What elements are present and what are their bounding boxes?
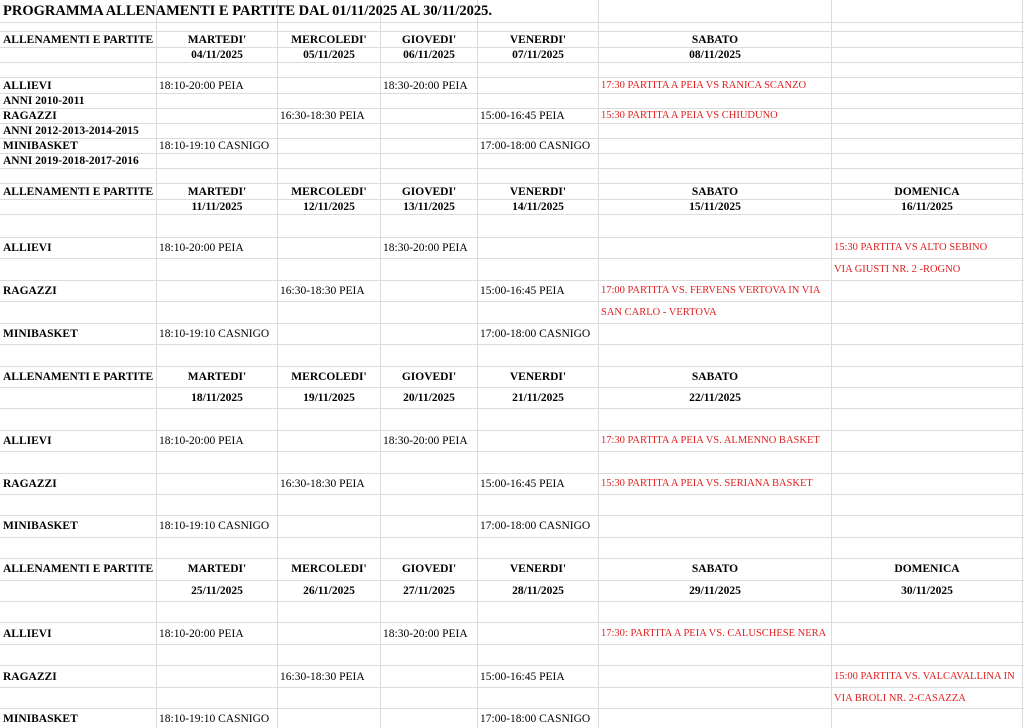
training-slot: 17:00-18:00 CASNIGO	[480, 520, 591, 532]
gridline	[831, 0, 832, 728]
day-name: DOMENICA	[894, 186, 960, 198]
gridline	[0, 301, 1024, 302]
gridline	[0, 123, 1024, 124]
section-header: ALLENAMENTI E PARTITE	[3, 34, 154, 46]
training-slot: 18:10-20:00 PEIA	[159, 80, 244, 92]
day-date: 04/11/2025	[191, 49, 243, 61]
gridline	[156, 0, 157, 728]
day-date: 27/11/2025	[403, 585, 455, 597]
training-slot: 18:30-20:00 PEIA	[383, 435, 468, 447]
day-date: 29/11/2025	[689, 585, 741, 597]
day-name: VENERDI'	[509, 563, 567, 575]
day-name: MARTEDI'	[187, 34, 247, 46]
day-name: VENERDI'	[509, 186, 567, 198]
gridline	[0, 31, 1024, 32]
training-slot: 16:30-18:30 PEIA	[280, 285, 365, 297]
day-date: 12/11/2025	[303, 201, 355, 213]
gridline	[0, 494, 1024, 495]
day-name: VENERDI'	[509, 371, 567, 383]
gridline	[0, 644, 1024, 645]
training-slot: 18:10-20:00 PEIA	[159, 435, 244, 447]
team-label: RAGAZZI	[3, 478, 57, 490]
day-name: GIOVEDI'	[401, 371, 457, 383]
day-date: 06/11/2025	[403, 49, 455, 61]
gridline	[0, 366, 1024, 367]
gridline	[0, 451, 1024, 452]
day-name: MERCOLEDI'	[291, 34, 367, 46]
day-name: GIOVEDI'	[401, 34, 457, 46]
day-name: SABATO	[691, 371, 739, 383]
gridline	[0, 430, 1024, 431]
gridline	[0, 473, 1024, 474]
training-slot: 18:30-20:00 PEIA	[383, 628, 468, 640]
gridline	[0, 601, 1024, 602]
day-date: 28/11/2025	[512, 585, 564, 597]
match-entry: 17:30 PARTITA A PEIA VS. ALMENNO BASKET	[601, 435, 820, 446]
gridline	[0, 387, 1024, 388]
day-date: 18/11/2025	[191, 392, 243, 404]
match-address: VIA GIUSTI NR. 2 -ROGNO	[834, 264, 961, 275]
day-name: MARTEDI'	[187, 371, 247, 383]
training-slot: 18:10-19:10 CASNIGO	[159, 140, 270, 152]
match-entry: 17:30 PARTITA A PEIA VS RANICA SCANZO	[601, 80, 807, 91]
team-years: ANNI 2019-2018-2017-2016	[3, 155, 139, 167]
training-slot: 18:10-20:00 PEIA	[159, 628, 244, 640]
day-name: MARTEDI'	[187, 563, 247, 575]
training-slot: 17:00-18:00 CASNIGO	[480, 140, 591, 152]
day-date: 16/11/2025	[901, 201, 953, 213]
day-name: GIOVEDI'	[401, 186, 457, 198]
day-date: 30/11/2025	[901, 585, 953, 597]
day-date: 26/11/2025	[303, 585, 355, 597]
gridline	[0, 214, 1024, 215]
day-name: SABATO	[691, 34, 739, 46]
training-slot: 16:30-18:30 PEIA	[280, 671, 365, 683]
gridline	[0, 558, 1024, 559]
team-label: RAGAZZI	[3, 110, 57, 122]
day-date: 21/11/2025	[512, 392, 564, 404]
day-name: MERCOLEDI'	[291, 371, 367, 383]
team-label: ALLIEVI	[3, 435, 52, 447]
training-slot: 15:00-16:45 PEIA	[480, 478, 565, 490]
team-label: MINIBASKET	[3, 520, 78, 532]
gridline	[0, 237, 1024, 238]
team-label: MINIBASKET	[3, 328, 78, 340]
gridline	[0, 687, 1024, 688]
day-date: 15/11/2025	[689, 201, 741, 213]
day-date: 25/11/2025	[191, 585, 243, 597]
gridline	[0, 408, 1024, 409]
team-years: ANNI 2010-2011	[3, 95, 85, 107]
gridline	[0, 62, 1024, 63]
day-date: 05/11/2025	[303, 49, 355, 61]
gridline	[0, 580, 1024, 581]
training-slot: 18:10-19:10 CASNIGO	[159, 520, 270, 532]
gridline	[0, 665, 1024, 666]
day-name: SABATO	[691, 563, 739, 575]
match-address: VIA BROLI NR. 2-CASAZZA	[834, 693, 966, 704]
training-slot: 15:00-16:45 PEIA	[480, 285, 565, 297]
day-date: 20/11/2025	[403, 392, 455, 404]
day-name: VENERDI'	[509, 34, 567, 46]
match-entry: 17:30: PARTITA A PEIA VS. CALUSCHESE NERA	[601, 628, 827, 639]
gridline	[0, 153, 1024, 154]
team-label: MINIBASKET	[3, 713, 78, 725]
team-label: ALLIEVI	[3, 242, 52, 254]
team-label: RAGAZZI	[3, 671, 57, 683]
team-label: RAGAZZI	[3, 285, 57, 297]
gridline	[477, 0, 478, 728]
gridline	[0, 93, 1024, 94]
page-title: PROGRAMMA ALLENAMENTI E PARTITE DAL 01/11/2025 AL 30/11/2025.	[3, 3, 493, 19]
day-name: GIOVEDI'	[401, 563, 457, 575]
training-slot: 18:10-19:10 CASNIGO	[159, 328, 270, 340]
section-header: ALLENAMENTI E PARTITE	[3, 563, 154, 575]
training-slot: 15:00-16:45 PEIA	[480, 110, 565, 122]
day-date: 07/11/2025	[512, 49, 564, 61]
training-slot: 16:30-18:30 PEIA	[280, 478, 365, 490]
training-slot: 17:00-18:00 CASNIGO	[480, 328, 591, 340]
match-entry: 15:00 PARTITA VS. VALCAVALLINA IN	[834, 671, 1015, 682]
gridline	[0, 708, 1024, 709]
training-slot: 18:30-20:00 PEIA	[383, 242, 468, 254]
gridline	[277, 0, 278, 728]
day-name: MARTEDI'	[187, 186, 247, 198]
gridline	[598, 0, 599, 728]
day-name: SABATO	[691, 186, 739, 198]
match-entry: 15:30 PARTITA A PEIA VS. SERIANA BASKET	[601, 478, 813, 489]
day-date: 13/11/2025	[403, 201, 455, 213]
training-slot: 18:10-19:10 CASNIGO	[159, 713, 270, 725]
gridline	[0, 515, 1024, 516]
team-label: MINIBASKET	[3, 140, 78, 152]
gridline	[0, 77, 1024, 78]
day-date: 11/11/2025	[191, 201, 243, 213]
section-header: ALLENAMENTI E PARTITE	[3, 186, 154, 198]
team-label: ALLIEVI	[3, 80, 52, 92]
gridline	[0, 258, 1024, 259]
day-name: MERCOLEDI'	[291, 563, 367, 575]
training-slot: 17:00-18:00 CASNIGO	[480, 713, 591, 725]
gridline	[0, 280, 1024, 281]
team-years: ANNI 2012-2013-2014-2015	[3, 125, 139, 137]
gridline	[0, 168, 1024, 169]
match-entry: 17:00 PARTITA VS. FERVENS VERTOVA IN VIA	[601, 285, 821, 296]
training-slot: 15:00-16:45 PEIA	[480, 671, 565, 683]
match-entry: 15:30 PARTITA VS ALTO SEBINO	[834, 242, 988, 253]
day-date: 08/11/2025	[689, 49, 741, 61]
gridline	[0, 22, 1024, 23]
gridline	[0, 537, 1024, 538]
gridline	[0, 183, 1024, 184]
team-label: ALLIEVI	[3, 628, 52, 640]
day-name: MERCOLEDI'	[291, 186, 367, 198]
match-address: SAN CARLO - VERTOVA	[601, 307, 717, 318]
day-name: DOMENICA	[894, 563, 960, 575]
training-slot: 18:10-20:00 PEIA	[159, 242, 244, 254]
gridline	[1022, 0, 1023, 728]
section-header: ALLENAMENTI E PARTITE	[3, 371, 154, 383]
day-date: 19/11/2025	[303, 392, 355, 404]
day-date: 14/11/2025	[512, 201, 564, 213]
gridline	[0, 323, 1024, 324]
gridline	[0, 622, 1024, 623]
training-slot: 16:30-18:30 PEIA	[280, 110, 365, 122]
gridline	[0, 344, 1024, 345]
gridline	[380, 0, 381, 728]
day-date: 22/11/2025	[689, 392, 741, 404]
training-slot: 18:30-20:00 PEIA	[383, 80, 468, 92]
match-entry: 15:30 PARTITA A PEIA VS CHIUDUNO	[601, 110, 778, 121]
